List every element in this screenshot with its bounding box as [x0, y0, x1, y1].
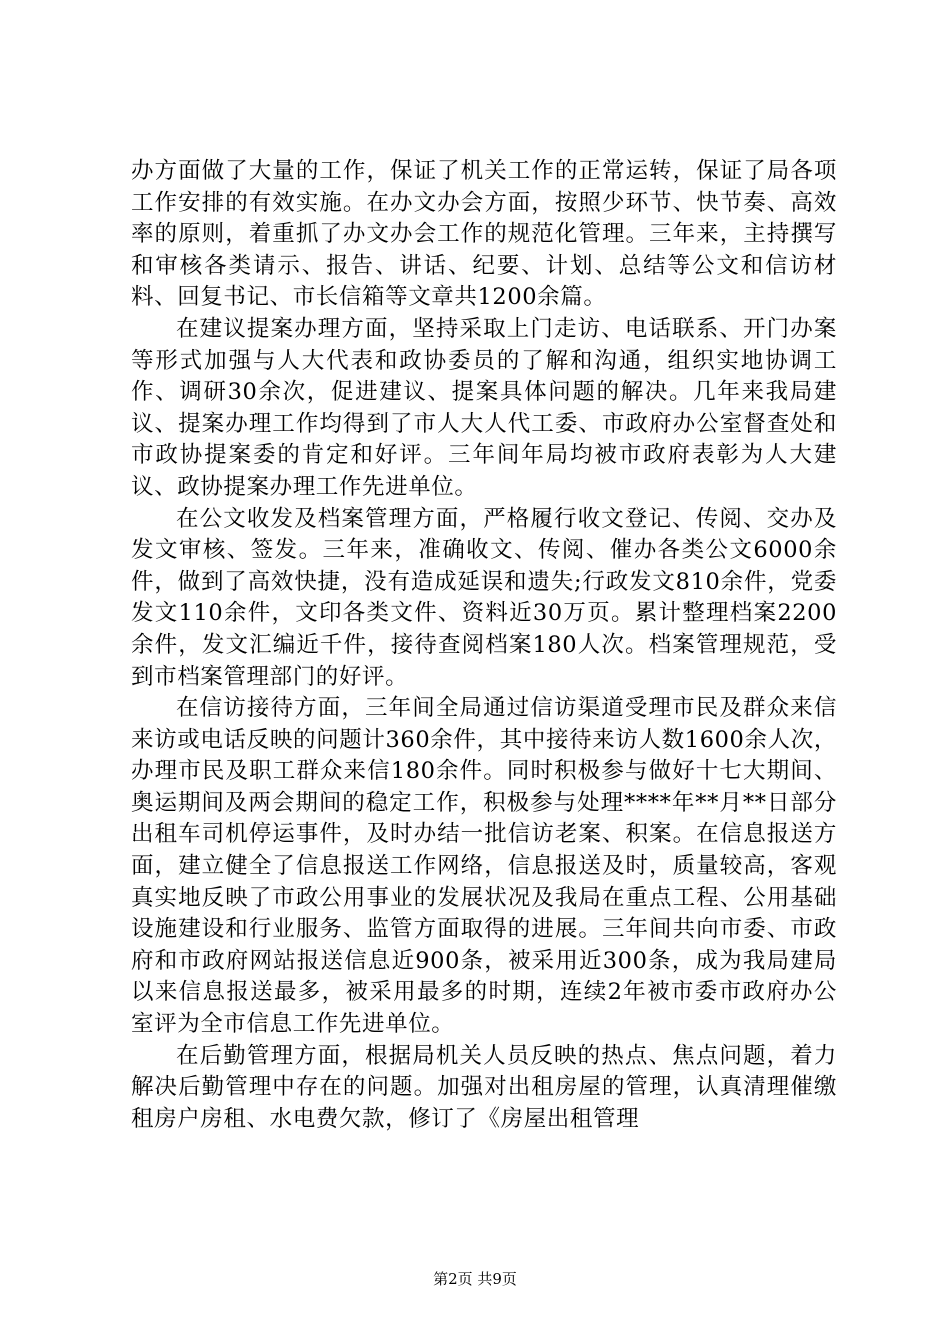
paragraph-1: 办方面做了大量的工作，保证了机关工作的正常运转，保证了局各项工作安排的有效实施。在办文办会方面，按照少环节、快节奏、高效率的原则，着重抓了办文办会工作的规范化管理。三年来，主持撰写和审核各类请示、报告、讲话、纪要、计划、总结等公文和信访材料、回复书记、市长信箱等文章共1200余篇。 — [131, 158, 837, 311]
body-text — [131, 156, 837, 1135]
paragraph-4: 在信访接待方面，三年间全局通过信访渠道受理市民及群众来信来访或电话反映的问题计360余件，其中接待来访人数1600余人次，办理市民及职工群众来信180余件。同时积极参与做好十七大期间、奥运期间及两会期间的稳定工作，积极参与处理****年**月**日部分出租车司机停运事件，及时办结一批信访老案、积案。在信息报送方面，建立健全了信息报送工作网络，信息报送及时，质量较高，客观真实地反映了市政公用事业的发展状况及我局在重点工程、公用基础设施建设和行业服务、监管方面取得的进展。三年间共向市委、市政府和市政府网站报送信息近900条，被采用近300条，成为我局建局以来信息报送最多，被采用最多的时期，连续2年被市委市政府办公室评为全市信息工作先进单位。 — [131, 695, 837, 1038]
paragraph-3: 在公文收发及档案管理方面，严格履行收文登记、传阅、交办及发文审核、签发。三年来，准确收文、传阅、催办各类公文6000余件，做到了高效快捷，没有造成延误和遗失;行政发文810余件，党委发文110余件，文印各类文件、资料近30万页。累计整理档案2200余件，发文汇编近千件，接待查阅档案180人次。档案管理规范，受到市档案管理部门的好评。 — [131, 505, 837, 690]
paragraph-2: 在建议提案办理方面，坚持采取上门走访、电话联系、开门办案等形式加强与人大代表和政协委员的了解和沟通，组织实地协调工作、调研30余次，促进建议、提案具体问题的解决。几年来我局建议、提案办理工作均得到了市人大人代工委、市政府办公室督查处和市政协提案委的肯定和好评。三年间年局均被市政府表彰为人大建议、政协提案办理工作先进单位。 — [131, 315, 837, 500]
paragraph-5: 在后勤管理方面，根据局机关人员反映的热点、焦点问题，着力解决后勤管理中存在的问题。加强对出租房屋的管理，认真清理催缴租房户房租、水电费欠款，修订了《房屋出租管理 — [131, 1042, 837, 1132]
page-number-footer: 第2页 共9页 — [433, 1270, 517, 1288]
